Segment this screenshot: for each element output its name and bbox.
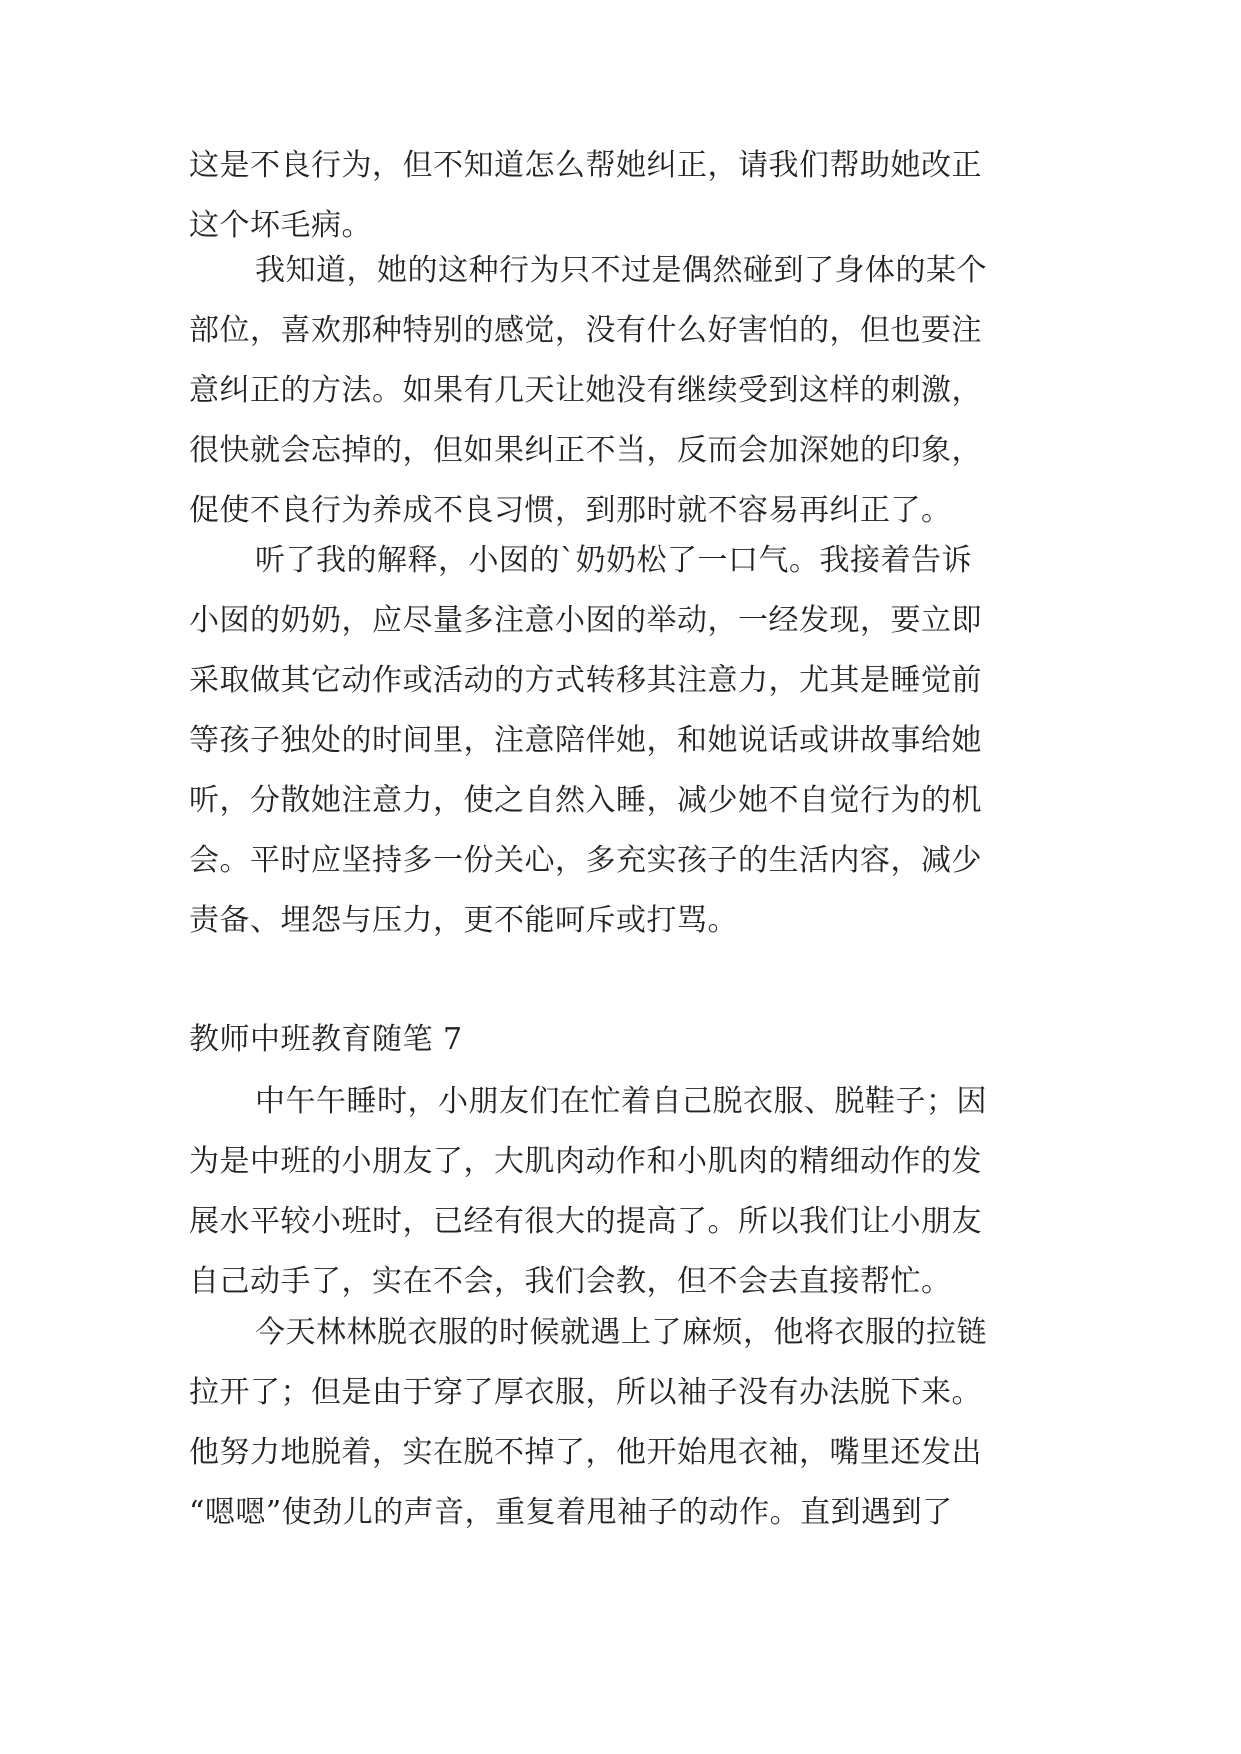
text-line: 拉开了；但是由于穿了厚衣服，所以袖子没有办法脱下来。 [189,1375,982,1410]
text-line: 促使不良行为养成不良习惯，到那时就不容易再纠正了。 [189,493,952,528]
text-line: 听了我的解释，小囡的`奶奶松了一口气。我接着告诉 [255,543,972,578]
text-line: 这个坏毛病。 [189,208,372,243]
section-heading [189,1010,1049,1070]
text-line: 听，分散她注意力，使之自然入睡，减少她不自觉行为的机 [189,783,982,818]
text-line: 这是不良行为，但不知道怎么帮她纠正，请我们帮助她改正 [189,148,982,183]
text-line: 今天林林脱衣服的时候就遇上了麻烦，他将衣服的拉链 [255,1315,987,1350]
paragraph-3 [189,531,1049,951]
text-line: 会。平时应坚持多一份关心，多充实孩子的生活内容，减少 [189,843,982,878]
text-line: “嗯嗯”使劲儿的声音，重复着甩袖子的动作。直到遇到了 [189,1495,953,1530]
paragraph-1 [189,136,1049,256]
text-line: 我知道，她的这种行为只不过是偶然碰到了身体的某个 [255,253,987,288]
text-line: 部位，喜欢那种特别的感觉，没有什么好害怕的，但也要注 [189,313,982,348]
text-line: 等孩子独处的时间里，注意陪伴她，和她说话或讲故事给她 [189,723,982,758]
paragraph-4 [189,1072,1049,1312]
text-line: 中午午睡时，小朋友们在忙着自己脱衣服、脱鞋子；因 [255,1084,987,1119]
text-line: 很快就会忘掉的，但如果纠正不当，反而会加深她的印象， [189,433,982,468]
text-line: 为是中班的小朋友了，大肌肉动作和小肌肉的精细动作的发 [189,1144,982,1179]
text-line: 自己动手了，实在不会，我们会教，但不会去直接帮忙。 [189,1264,952,1299]
paragraph-2 [189,241,1049,541]
text-line: 意纠正的方法。如果有几天让她没有继续受到这样的刺激， [189,373,982,408]
text-line: 采取做其它动作或活动的方式转移其注意力，尤其是睡觉前 [189,663,982,698]
paragraph-5 [189,1303,1049,1543]
section-title: 教师中班教育随笔 7 [189,1022,463,1057]
text-line: 小囡的奶奶，应尽量多注意小囡的举动，一经发现，要立即 [189,603,982,638]
text-line: 展水平较小班时，已经有很大的提高了。所以我们让小朋友 [189,1204,982,1239]
text-line: 他努力地脱着，实在脱不掉了，他开始甩衣袖，嘴里还发出 [189,1435,982,1470]
text-line: 责备、埋怨与压力，更不能呵斥或打骂。 [189,903,738,938]
